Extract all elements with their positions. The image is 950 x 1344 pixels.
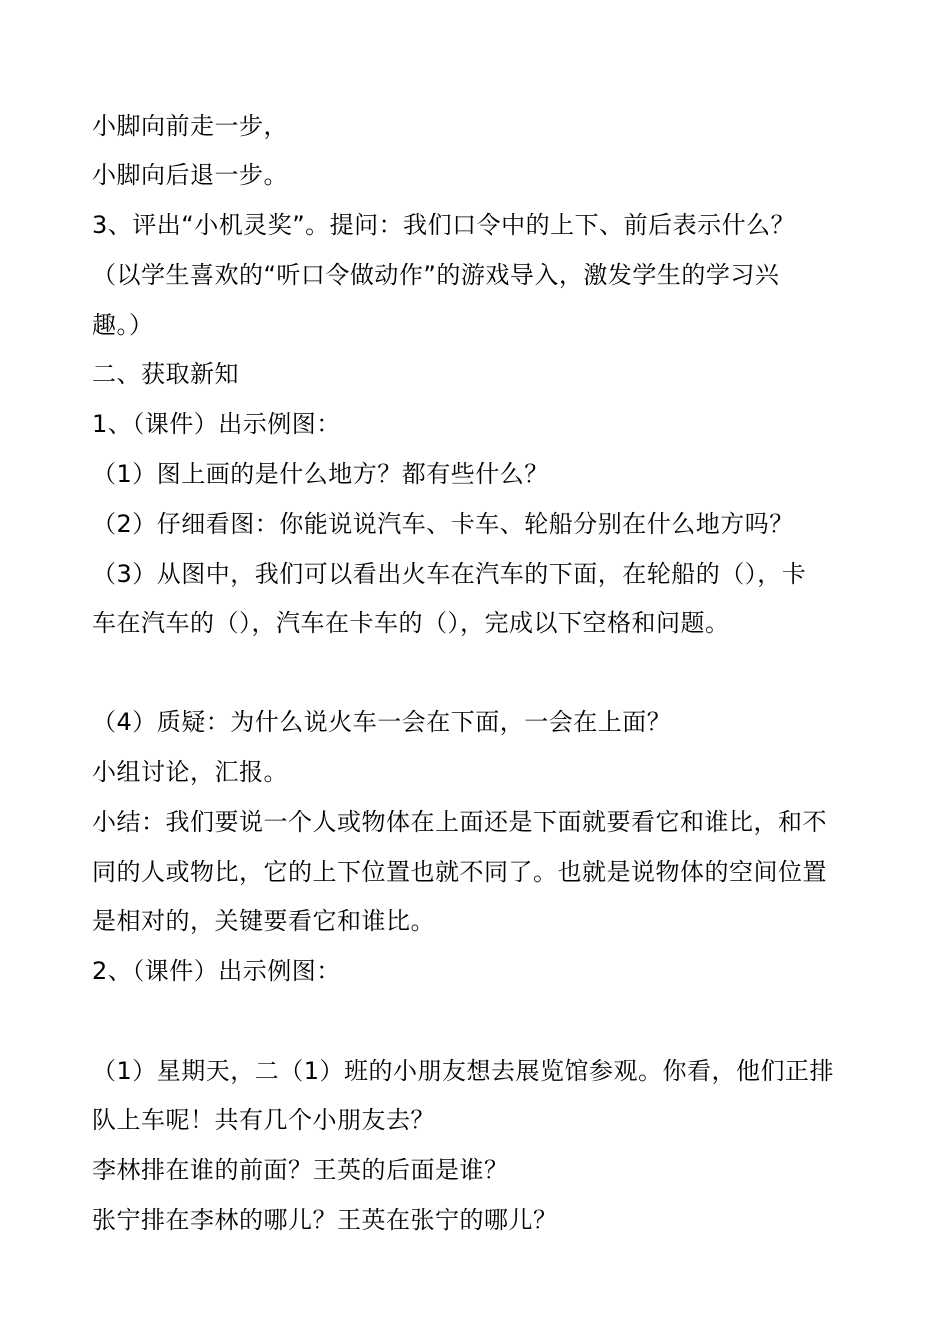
text-line: （3）从图中，我们可以看出火车在汽车的下面，在轮船的（），卡 (92, 560, 807, 588)
text-line: 车在汽车的（），汽车在卡车的（），完成以下空格和问题。 (92, 609, 730, 637)
text-line: 小脚向后退一步。 (92, 161, 288, 189)
text-line: 同的人或物比，它的上下位置也就不同了。也就是说物体的空间位置 (92, 858, 827, 886)
text-line: 趣。） (92, 311, 154, 339)
text-line: 1、（课件）出示例图： (92, 410, 341, 438)
text-line: 是相对的，关键要看它和谁比。 (92, 907, 435, 935)
text-line: （1）星期天，二（1）班的小朋友想去展览馆参观。你看，他们正排 (92, 1057, 835, 1085)
text-line: （1）图上画的是什么地方？都有些什么？ (92, 460, 549, 488)
text-line: （2）仔细看图：你能说说汽车、卡车、轮船分别在什么地方吗？ (92, 510, 794, 538)
text-line: （以学生喜欢的“听口令做动作”的游戏导入，激发学生的学习兴 (92, 261, 780, 289)
text-line: 李林排在谁的前面？王英的后面是谁？ (92, 1156, 509, 1184)
text-line: 2、（课件）出示例图： (92, 957, 341, 985)
text-line: 队上车呢！共有几个小朋友去？ (92, 1106, 435, 1134)
text-line: 小脚向前走一步， (92, 112, 288, 140)
text-line: （4）质疑：为什么说火车一会在下面，一会在上面？ (92, 708, 672, 736)
text-line: 张宁排在李林的哪儿？王英在张宁的哪儿？ (92, 1206, 558, 1234)
section-heading: 二、获取新知 (92, 360, 239, 388)
text-line: 小组讨论，汇报。 (92, 758, 288, 786)
text-line: 3、评出“小机灵奖”。提问：我们口令中的上下、前后表示什么？ (92, 211, 796, 239)
text-line: 小结：我们要说一个人或物体在上面还是下面就要看它和谁比，和不 (92, 808, 827, 836)
